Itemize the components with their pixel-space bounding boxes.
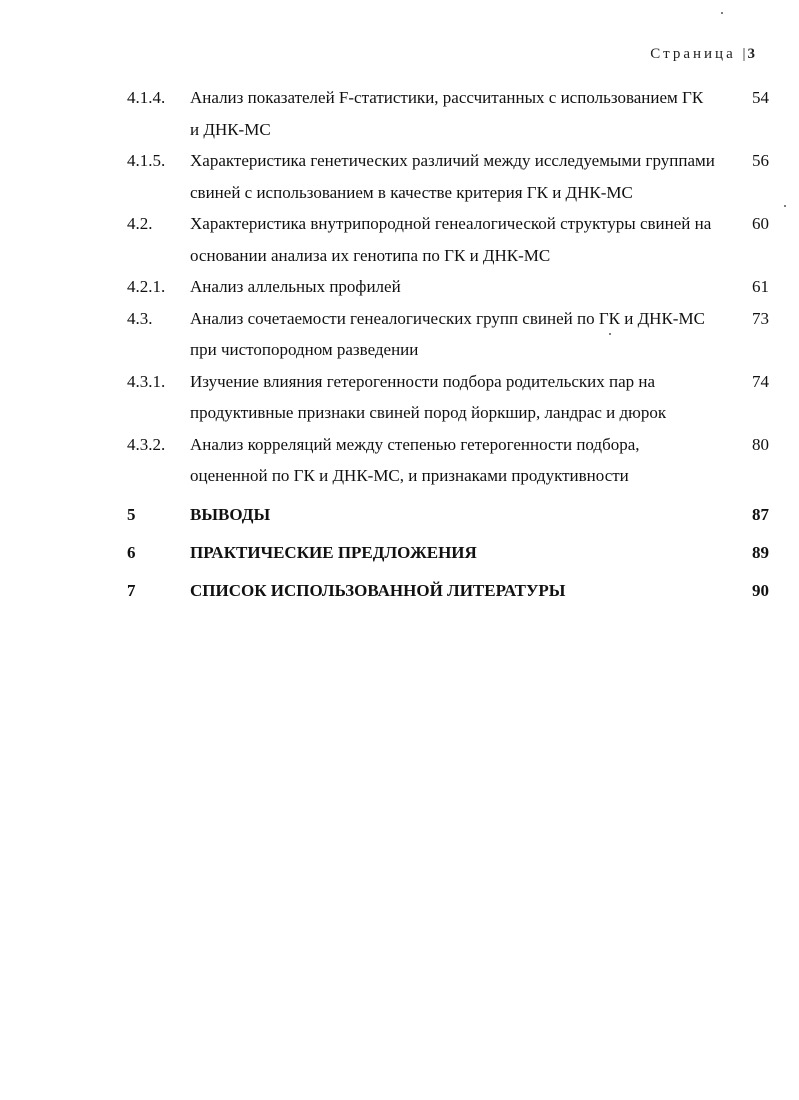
toc-entry-number: 4.1.4. <box>127 88 166 107</box>
scan-speck <box>721 12 723 14</box>
toc-entry-number: 4.1.5. <box>127 151 166 170</box>
page-header <box>650 46 755 63</box>
toc-entry-title: Анализ аллельных профилей <box>190 277 401 296</box>
toc-entry[interactable] <box>0 145 799 208</box>
toc-entry[interactable] <box>0 366 799 429</box>
toc-entry-page: 73 <box>752 308 769 328</box>
toc-entry-page: 56 <box>752 151 769 170</box>
page-label: Страница <box>650 46 736 62</box>
toc-entry-title: ВЫВОДЫ <box>190 504 271 524</box>
toc-entry-title: Анализ показателей F-статистики, рассчитанных с использованием ГК и ДНК-МС <box>190 88 704 139</box>
toc-entry-title: Изучение влияния гетерогенности подбора родительских пар на продуктивные признаки свиней пород йоркшир, ландрас и дюрок <box>190 371 667 422</box>
toc-entry-number: 5 <box>127 504 136 524</box>
table-of-contents <box>0 82 799 606</box>
page-number: 3 <box>747 46 755 62</box>
toc-entry-page: 54 <box>752 88 769 107</box>
toc-entry-title: СПИСОК ИСПОЛЬЗОВАННОЙ ЛИТЕРАТУРЫ <box>190 580 566 600</box>
toc-entry-title: ПРАКТИЧЕСКИЕ ПРЕДЛОЖЕНИЯ <box>190 542 477 562</box>
toc-entry-major[interactable] <box>0 499 799 530</box>
toc-entry[interactable] <box>0 82 799 145</box>
toc-entry-page: 80 <box>752 434 769 454</box>
toc-entry[interactable] <box>0 429 799 492</box>
toc-entry-number: 4.3.1. <box>127 371 166 391</box>
toc-entry[interactable] <box>0 208 799 271</box>
toc-entry-title: Характеристика внутрипородной генеалогической структуры свиней на основании анализа их генотипа по ГК и ДНК-МС <box>190 214 712 265</box>
toc-entry-page: 74 <box>752 371 769 391</box>
toc-entry-number: 4.3. <box>127 308 153 328</box>
toc-entry-page: 61 <box>752 277 769 296</box>
toc-entry-page: 87 <box>752 504 769 524</box>
toc-entry[interactable] <box>0 303 799 366</box>
toc-entry-page: 89 <box>752 542 769 562</box>
toc-entry-page: 90 <box>752 580 769 600</box>
toc-entry-number: 4.3.2. <box>127 434 166 454</box>
toc-entry-page: 60 <box>752 214 769 233</box>
toc-entry-number: 7 <box>127 580 136 600</box>
toc-entry-major[interactable] <box>0 575 799 606</box>
toc-entry-title: Анализ сочетаемости генеалогических групп свиней по ГК и ДНК-МС при чистопородном разведении <box>190 308 705 359</box>
toc-entry-major[interactable] <box>0 537 799 568</box>
toc-entry[interactable] <box>0 271 799 303</box>
toc-entry-number: 4.2.1. <box>127 277 166 296</box>
toc-entry-title: Анализ корреляций между степенью гетерогенности подбора, оцененной по ГК и ДНК-МС, и признаками продуктивности <box>190 434 640 485</box>
toc-entry-title: Характеристика генетических различий между исследуемыми группами свиней с использованием в качестве критерия ГК и ДНК-МС <box>190 151 715 202</box>
toc-entry-number: 6 <box>127 542 136 562</box>
page-separator: | <box>742 46 746 62</box>
toc-entry-number: 4.2. <box>127 214 153 233</box>
